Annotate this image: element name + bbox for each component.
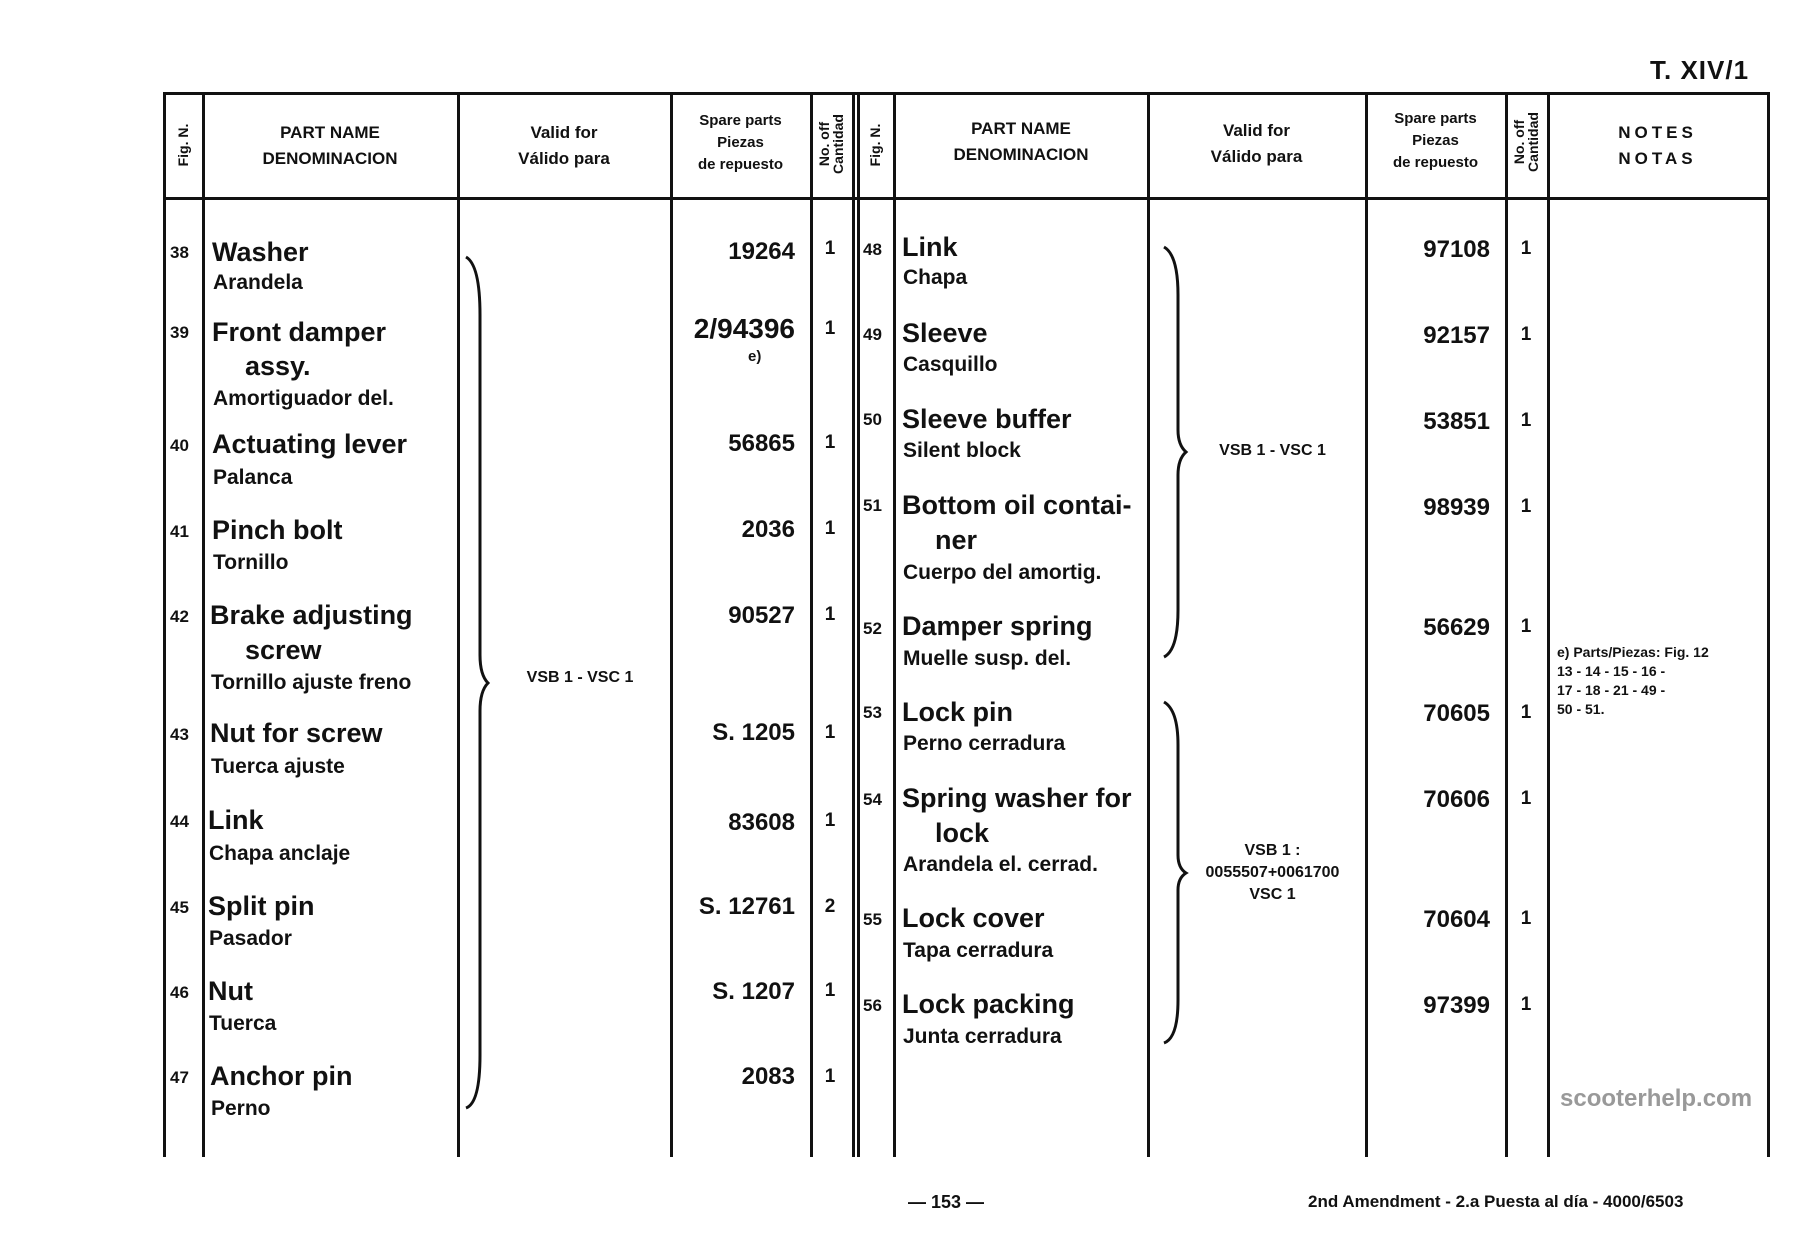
part-name: Actuating lever [212,429,408,459]
qty: 1 [824,722,836,743]
fig-number: 48 [863,240,882,259]
part-name: Pinch bolt [212,515,343,545]
header-fig-no: Fig. N. [175,123,191,167]
qty: 1 [1520,496,1532,517]
part-name-cont: assy. [245,351,311,381]
col-rule [1505,92,1508,1157]
col-rule [893,92,896,1157]
part-name-es: Muelle susp. del. [903,647,1072,670]
page-number: — 153 — [908,1192,985,1212]
part-code: S. 1205 [712,719,795,746]
part-code: 83608 [728,809,795,836]
fig-number: 51 [863,496,882,515]
fig-number: 54 [863,790,882,809]
table-header-rule [163,197,1770,200]
table-top-rule [163,92,1770,95]
part-name-es: Junta cerradura [903,1025,1062,1048]
brace-path [466,257,488,1108]
part-name: Spring washer for [902,783,1132,813]
fig-number: 53 [863,703,882,722]
col-rule [1147,92,1150,1157]
fig-number: 50 [863,410,882,429]
header-notes: NOTES NOTAS [1618,123,1697,168]
part-name: Link [208,805,264,835]
part-name-es: Tornillo ajuste freno [211,671,412,694]
part-name-es: Casquillo [903,353,998,376]
fig-number: 52 [863,619,882,638]
part-code: 97108 [1423,236,1490,263]
qty: 1 [1520,324,1532,345]
part-name-es: Tuerca ajuste [211,755,345,778]
part-name: Nut [208,976,253,1006]
part-name-es: Silent block [903,439,1021,462]
header-qty: No. off Cantidad [816,114,846,174]
amendment-note: 2nd Amendment - 2.a Puesta al día - 4000/6503 [1308,1192,1684,1211]
qty: 1 [1520,616,1532,637]
header-fig-no: Fig. N. [867,123,883,167]
fig-number: 43 [170,725,189,744]
part-code: 56629 [1423,614,1490,641]
brace-path [1164,247,1186,657]
part-name-es: Arandela el. cerrad. [903,853,1098,876]
part-code: 97399 [1423,992,1490,1019]
part-code: 70604 [1423,906,1490,933]
part-code: 92157 [1423,322,1490,349]
part-name: Front damper [212,317,387,347]
part-name: Lock cover [902,903,1045,933]
part-code: 90527 [728,602,795,629]
part-name: Damper spring [902,611,1093,641]
part-name-cont: ner [935,525,978,555]
part-name: Sleeve buffer [902,404,1072,434]
part-name-cont: screw [245,635,322,665]
col-rule [852,92,855,1157]
part-code: 98939 [1423,494,1490,521]
fig-number: 45 [170,898,189,917]
fig-number: 49 [863,325,882,344]
part-name: Anchor pin [210,1061,353,1091]
notes-text: e) Parts/Piezas: Fig. 12 13 - 14 - 15 - 16 - 17 - 18 - 21 - 49 - 50 - 51. [1557,644,1709,717]
part-code: S. 12761 [698,893,795,920]
header-valid-for: Valid for Válido para [518,123,610,168]
fig-number: 46 [170,983,189,1002]
qty: 1 [824,604,836,625]
part-code: 70605 [1423,700,1490,727]
part-name: Nut for screw [210,718,383,748]
qty: 1 [824,518,836,539]
header-qty: No. off Cantidad [1511,112,1541,172]
qty: 1 [824,980,836,1001]
header-spare-parts: Spare parts Piezas de repuesto [1392,110,1479,171]
part-name: Lock packing [902,989,1075,1019]
right-valid-for-lower: VSB 1 : 0055507+0061700 VSC 1 [1205,842,1340,903]
part-name-es: Tornillo [213,551,289,574]
qty: 1 [1520,788,1532,809]
qty: 1 [1520,238,1532,259]
part-name: Brake adjusting [210,600,413,630]
qty: 1 [824,1066,836,1087]
part-code: 70606 [1423,786,1490,813]
fig-number: 40 [170,436,189,455]
part-code: 2/94396 [693,313,795,344]
part-name: Link [902,232,958,262]
fig-number: 41 [170,522,189,541]
watermark-text: scooterhelp.com [1560,1085,1753,1112]
part-name-es: Chapa [903,266,968,289]
col-rule [1767,92,1770,1157]
part-code: 19264 [728,238,795,265]
part-name: Lock pin [902,697,1014,727]
part-name-es: Palanca [213,466,293,489]
col-rule [810,92,813,1157]
part-name-es: Perno cerradura [903,732,1066,755]
part-name-es: Perno [211,1097,271,1120]
col-rule [202,92,205,1157]
part-name: Sleeve [902,318,988,348]
left-valid-brace [462,255,492,1110]
part-name-es: Amortiguador del. [213,387,394,410]
col-rule [857,92,860,1157]
part-name: Bottom oil contai- [902,490,1132,520]
left-valid-for: VSB 1 - VSC 1 [526,669,634,686]
fig-number: 38 [170,243,189,262]
fig-number: 42 [170,607,189,626]
qty: 1 [824,318,836,339]
qty: 1 [1520,410,1532,431]
fig-number: 39 [170,323,189,342]
part-code: 2036 [741,516,795,543]
qty: 2 [824,896,836,917]
fig-number: 44 [170,812,189,831]
part-code-note: e) [748,348,762,365]
part-name: Washer [212,237,309,267]
qty: 1 [1520,702,1532,723]
part-name-es: Cuerpo del amortig. [903,561,1102,584]
qty: 1 [1520,994,1532,1015]
qty: 1 [824,810,836,831]
fig-number: 56 [863,996,882,1015]
part-name-es: Arandela [213,271,303,294]
part-name-cont: lock [935,818,990,848]
part-name: Split pin [208,891,315,921]
header-part-name: PART NAME DENOMINACION [953,119,1089,164]
part-name-es: Tapa cerradura [903,939,1054,962]
part-code: 56865 [728,430,795,457]
qty: 1 [1520,908,1532,929]
part-name-es: Chapa anclaje [209,842,351,865]
part-code: 53851 [1423,408,1490,435]
part-code: S. 1207 [712,978,795,1005]
part-code: 2083 [741,1063,795,1090]
part-name-es: Tuerca [209,1012,277,1035]
fig-number: 47 [170,1068,189,1087]
sheet-id: T. XIV/1 [1650,55,1750,85]
col-rule [163,92,166,1157]
col-rule [457,92,460,1157]
header-spare-parts: Spare parts Piezas de repuesto [697,112,784,173]
right-valid-for-upper: VSB 1 - VSC 1 [1219,442,1326,459]
header-part-name: PART NAME DENOMINACION [262,123,398,168]
header-valid-for: Valid for Válido para [1210,121,1303,166]
qty: 1 [824,432,836,453]
part-name-es: Pasador [209,927,292,950]
fig-number: 55 [863,910,882,929]
col-rule [1547,92,1550,1157]
qty: 1 [824,238,836,259]
